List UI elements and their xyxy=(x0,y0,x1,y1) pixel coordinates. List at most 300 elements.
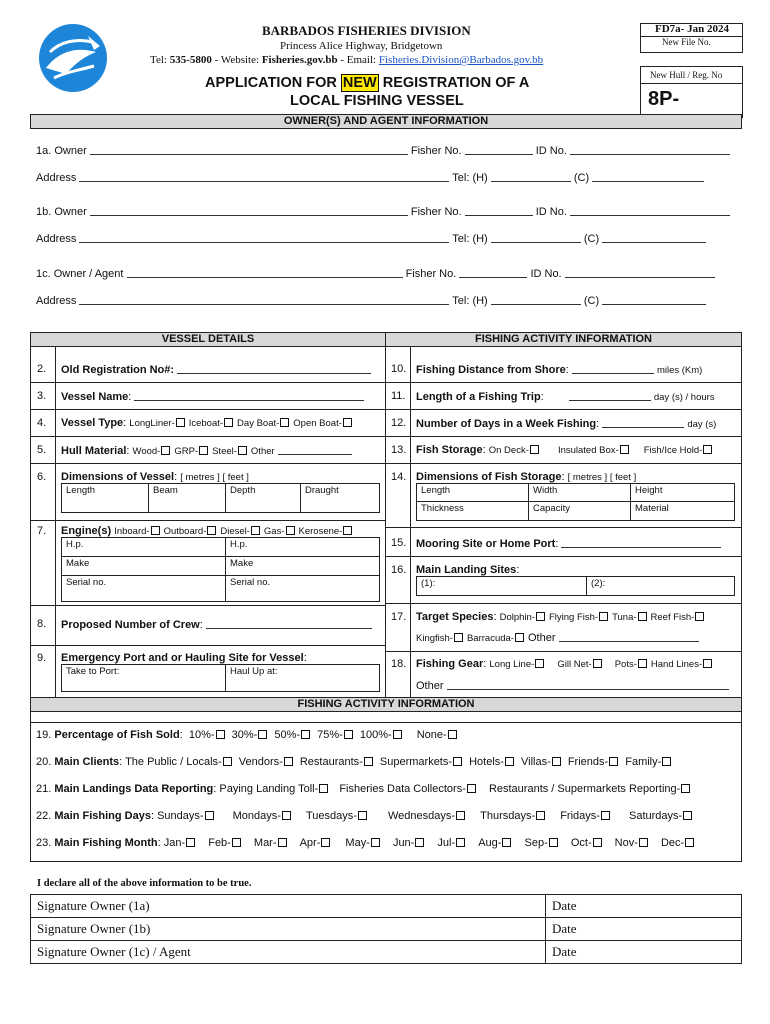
mooring-input[interactable] xyxy=(561,537,721,548)
opt-openboat: Open Boat- xyxy=(293,418,342,429)
thursdays-checkbox[interactable] xyxy=(536,811,545,820)
pct100-checkbox[interactable] xyxy=(393,730,402,739)
hp-label: H.p. xyxy=(230,539,248,550)
q4-num: 4. xyxy=(37,417,47,429)
owner-1b-label: 1b. Owner xyxy=(36,206,87,218)
storage-thickness-label: Thickness xyxy=(421,503,464,514)
date-1a-label: Date xyxy=(552,898,577,913)
make-label: Make xyxy=(230,558,254,569)
mondays-checkbox[interactable] xyxy=(282,811,291,820)
tel-c-label: (C) xyxy=(573,172,590,184)
days-per-week-input[interactable] xyxy=(602,417,684,428)
owner-1a-row xyxy=(36,144,730,157)
fisher-no-label: Fisher No. xyxy=(410,145,462,157)
tuesdays-checkbox[interactable] xyxy=(358,811,367,820)
longliner-checkbox[interactable] xyxy=(176,418,185,427)
id-no-label: ID No. xyxy=(535,206,567,218)
opt-hotels: Hotels- xyxy=(469,756,504,768)
opt-dec: Dec- xyxy=(660,837,685,849)
opt-barracuda: Barracuda- xyxy=(466,633,514,644)
title-part2: REGISTRATION OF A xyxy=(378,75,530,91)
flying-fish-checkbox[interactable] xyxy=(599,612,608,621)
title-highlight: NEW xyxy=(342,75,377,91)
owner-1b-address-row xyxy=(36,232,706,245)
vessel-depth-label: Depth xyxy=(230,485,256,496)
wednesdays-checkbox[interactable] xyxy=(456,811,465,820)
vessel-depth-cell[interactable] xyxy=(225,483,301,513)
opt-reef-fish: Reef Fish- xyxy=(650,612,695,623)
vessel-length-label: Length xyxy=(66,485,96,496)
vessel-details-title: VESSEL DETAILS xyxy=(30,332,386,347)
signature-1b-label: Signature Owner (1b) xyxy=(37,921,151,936)
opt-grp: GRP- xyxy=(174,446,199,457)
jan-checkbox[interactable] xyxy=(186,838,195,847)
division-address: Princess Alice Highway, Bridgetown xyxy=(280,40,443,52)
sundays-checkbox[interactable] xyxy=(205,811,214,820)
q17-row: Target Species: Dolphin- Flying Fish- Tuna- Reef Fish- xyxy=(416,611,708,623)
gas-checkbox[interactable] xyxy=(286,526,295,535)
opt-100pct: 100%- xyxy=(359,729,392,741)
dayboat-checkbox[interactable] xyxy=(280,418,289,427)
opt-wood: Wood- xyxy=(132,446,161,457)
jun-checkbox[interactable] xyxy=(415,838,424,847)
vessel-beam-label: Beam xyxy=(153,485,178,496)
vessel-length-cell[interactable] xyxy=(61,483,149,513)
species-other-label: Other xyxy=(527,632,556,644)
q23-row: 23. Main Fishing Month: Jan- Feb- Mar- Apr- May- Jun- Jul- Aug- Sep- Oct- Nov- Dec- xyxy=(36,837,698,849)
owner-1a-id-input[interactable] xyxy=(570,144,730,155)
owner-1c-row xyxy=(36,267,715,280)
steel-checkbox[interactable] xyxy=(238,446,247,455)
address-label: Address xyxy=(36,233,77,245)
q2-label: Old Registration No#: xyxy=(61,364,175,376)
saturdays-checkbox[interactable] xyxy=(683,811,692,820)
gear-other-label: Other xyxy=(416,680,444,692)
declaration-text: I declare all of the above information to be true. xyxy=(37,878,252,889)
dec-checkbox[interactable] xyxy=(685,838,694,847)
insulated-box-checkbox[interactable] xyxy=(620,445,629,454)
opt-hand-lines: Hand Lines- xyxy=(650,659,703,670)
kingfish-checkbox[interactable] xyxy=(454,633,463,642)
opt-kingfish: Kingfish- xyxy=(416,633,453,644)
openboat-checkbox[interactable] xyxy=(343,418,352,427)
q7-row xyxy=(61,525,356,537)
owner-1a-tel-c-input[interactable] xyxy=(592,171,704,182)
id-no-label: ID No. xyxy=(535,145,567,157)
q11-row: Length of a Fishing Trip: day (s) / hours xyxy=(416,391,715,403)
old-registration-input[interactable] xyxy=(177,363,371,374)
q20-num: 20. xyxy=(36,756,55,768)
family-checkbox[interactable] xyxy=(662,757,671,766)
signature-1c-label: Signature Owner (1c) / Agent xyxy=(37,944,191,959)
landing-site-2-label: (2): xyxy=(591,578,606,589)
opt-long-line: Long Line- xyxy=(489,659,535,670)
opt-restaurants: Restaurants- xyxy=(299,756,363,768)
tel-h-label: Tel: (H) xyxy=(452,172,488,184)
opt-on-deck: On Deck- xyxy=(488,445,529,456)
q15-label: Mooring Site or Home Port xyxy=(416,538,556,550)
q10-unit: miles (Km) xyxy=(656,365,703,376)
fisheries-logo xyxy=(36,22,110,94)
opt-75pct: 75%- xyxy=(317,729,343,741)
contact-line xyxy=(150,54,543,66)
gill-net-checkbox[interactable] xyxy=(593,659,602,668)
q16-num: 16. xyxy=(391,564,407,576)
q19-row: 19. Percentage of Fish Sold: 10%- 30%- 50%- 75%- 100%- None- xyxy=(36,729,461,741)
vendors-checkbox[interactable] xyxy=(284,757,293,766)
owner-1c-address-row xyxy=(36,294,706,307)
q21-num: 21. xyxy=(36,783,55,795)
opt-vendors: Vendors- xyxy=(238,756,283,768)
q9-row: Emergency Port and or Hauling Site for Vessel: xyxy=(61,652,307,664)
landing-toll-checkbox[interactable] xyxy=(319,784,328,793)
opt-ice-hold: Fish/Ice Hold- xyxy=(643,445,703,456)
owner-1c-tel-c-input[interactable] xyxy=(602,294,706,305)
owner-1c-id-input[interactable] xyxy=(565,267,715,278)
aug-checkbox[interactable] xyxy=(502,838,511,847)
jul-checkbox[interactable] xyxy=(456,838,465,847)
restaurants-checkbox[interactable] xyxy=(364,757,373,766)
opt-jun: Jun- xyxy=(392,837,415,849)
tel-h-label: Tel: (H) xyxy=(452,233,488,245)
q14-num: 14. xyxy=(391,471,407,483)
take-to-port-cell[interactable] xyxy=(61,664,226,692)
opt-kerosene: Kerosene- xyxy=(298,526,343,537)
opt-wednesdays: Wednesdays- xyxy=(387,810,456,822)
owner-1a-address-row xyxy=(36,171,704,184)
crew-number-input[interactable] xyxy=(206,618,372,629)
vessel-draught-label: Draught xyxy=(305,485,339,496)
opt-tuesdays: Tuesdays- xyxy=(305,810,357,822)
q10-label: Fishing Distance from Shore xyxy=(416,364,566,376)
apr-checkbox[interactable] xyxy=(321,838,330,847)
tel-number: 535-5800 xyxy=(169,54,212,66)
vessel-draught-cell[interactable] xyxy=(300,483,380,513)
opt-nov: Nov- xyxy=(614,837,638,849)
q20-row: 20. Main Clients: The Public / Locals- Vendors- Restaurants- Supermarkets- Hotels- Villas- Friends- Family- xyxy=(36,756,675,768)
q9-label: Emergency Port and or Hauling Site for Vessel xyxy=(61,652,304,664)
engine1-serial-cell[interactable] xyxy=(61,575,226,602)
opt-inboard: Inboard- xyxy=(114,526,150,537)
q6-row: Dimensions of Vessel: [ metres ] [ feet ] xyxy=(61,471,249,483)
opt-sep: Sep- xyxy=(524,837,548,849)
vessel-name-input[interactable] xyxy=(134,390,364,401)
species-other-input[interactable] xyxy=(559,631,699,642)
owner-1b-fisher-input[interactable] xyxy=(465,205,533,216)
owner-1b-address-input[interactable] xyxy=(79,232,449,243)
q13-row: Fish Storage: On Deck- Insulated Box- Fish/Ice Hold- xyxy=(416,444,716,456)
friends-checkbox[interactable] xyxy=(609,757,618,766)
q18-row2 xyxy=(416,679,729,692)
engine1-hp-cell[interactable] xyxy=(61,537,226,557)
storage-length-cell[interactable] xyxy=(416,483,529,502)
barracuda-checkbox[interactable] xyxy=(515,633,524,642)
q11-label: Length of a Fishing Trip xyxy=(416,391,541,403)
kerosene-checkbox[interactable] xyxy=(343,526,352,535)
opt-30pct: 30%- xyxy=(231,729,258,741)
q7-label: Engine(s) xyxy=(61,525,112,537)
oct-checkbox[interactable] xyxy=(593,838,602,847)
opt-saturdays: Saturdays- xyxy=(629,810,683,822)
opt-other: Other xyxy=(250,446,275,457)
q6-label: Dimensions of Vessel xyxy=(61,471,175,483)
public-checkbox[interactable] xyxy=(223,757,232,766)
fishing-activity-title: FISHING ACTIVITY INFORMATION xyxy=(385,332,742,347)
q15-row: Mooring Site or Home Port: xyxy=(416,537,721,550)
q22-label: Main Fishing Days xyxy=(54,810,151,822)
opt-mar: Mar- xyxy=(253,837,277,849)
pct75-checkbox[interactable] xyxy=(344,730,353,739)
email-link[interactable]: Fisheries.Division@Barbados.gov.bb xyxy=(378,54,544,66)
engine1-make-cell[interactable] xyxy=(61,556,226,576)
storage-height-label: Height xyxy=(635,485,663,496)
tel-label: Tel: xyxy=(150,54,170,66)
q13-label: Fish Storage xyxy=(416,444,483,456)
vessel-beam-cell[interactable] xyxy=(148,483,226,513)
engine2-serial-cell[interactable] xyxy=(225,575,380,602)
owner-1c-input[interactable] xyxy=(127,267,403,278)
opt-fridays: Fridays- xyxy=(560,810,600,822)
pots-checkbox[interactable] xyxy=(638,659,647,668)
landing-site-1-label: (1): xyxy=(421,578,436,589)
storage-width-label: Width xyxy=(533,485,558,496)
make-label: Make xyxy=(66,558,90,569)
opt-mondays: Mondays- xyxy=(232,810,281,822)
q16-label: Main Landing Sites xyxy=(416,564,517,576)
q21-row: 21. Main Landings Data Reporting: Paying Landing Toll- Fisheries Data Collectors- Restaurants / Supermarkets Reporting- xyxy=(36,783,694,795)
opt-outboard: Outboard- xyxy=(163,526,207,537)
q18-num: 18. xyxy=(391,658,407,670)
opt-gill-net: Gill Net- xyxy=(557,659,592,670)
q6-num: 6. xyxy=(37,471,47,483)
q7-num: 7. xyxy=(37,525,47,537)
restaurant-reporting-checkbox[interactable] xyxy=(681,784,690,793)
engine2-make-cell[interactable] xyxy=(225,556,380,576)
opt-restaurant-reporting: Restaurants / Supermarkets Reporting- xyxy=(488,783,681,795)
q12-row: Number of Days in a Week Fishing: day (s) xyxy=(416,418,717,430)
website[interactable]: Fisheries.gov.bb xyxy=(261,54,338,66)
may-checkbox[interactable] xyxy=(371,838,380,847)
tuna-checkbox[interactable] xyxy=(638,612,647,621)
ice-hold-checkbox[interactable] xyxy=(703,445,712,454)
opt-friends: Friends- xyxy=(567,756,609,768)
q3-label: Vessel Name xyxy=(61,391,129,403)
wood-checkbox[interactable] xyxy=(161,446,170,455)
opt-sundays: Sundays- xyxy=(157,810,204,822)
fisher-no-label: Fisher No. xyxy=(410,206,462,218)
hotels-checkbox[interactable] xyxy=(505,757,514,766)
new-hull-label: New Hull / Reg. No xyxy=(650,70,723,80)
owners-section-title: OWNER(S) AND AGENT INFORMATION xyxy=(30,114,742,129)
serial-label: Serial no. xyxy=(66,577,107,588)
opt-flying-fish: Flying Fish- xyxy=(548,612,599,623)
q2-num: 2. xyxy=(37,363,47,375)
villas-checkbox[interactable] xyxy=(552,757,561,766)
q18-label: Fishing Gear xyxy=(416,658,484,670)
form-code: FD7a- Jan 2024 xyxy=(655,23,729,35)
opt-oct: Oct- xyxy=(570,837,592,849)
form-title-line2: LOCAL FISHING VESSEL xyxy=(290,93,464,109)
iceboat-checkbox[interactable] xyxy=(224,418,233,427)
inboard-checkbox[interactable] xyxy=(151,526,160,535)
hull-other-input[interactable] xyxy=(278,444,352,455)
dolphin-checkbox[interactable] xyxy=(536,612,545,621)
opt-diesel: Diesel- xyxy=(220,526,250,537)
website-label: - Website: xyxy=(211,54,262,66)
q22-num: 22. xyxy=(36,810,55,822)
landing-site-1-cell[interactable] xyxy=(416,576,587,596)
opt-landing-toll: Paying Landing Toll- xyxy=(219,783,319,795)
fridays-checkbox[interactable] xyxy=(601,811,610,820)
q12-label: Number of Days in a Week Fishing xyxy=(416,418,597,430)
haul-up-cell[interactable] xyxy=(225,664,380,692)
opt-villas: Villas- xyxy=(521,756,551,768)
opt-50pct: 50%- xyxy=(274,729,301,741)
storage-capacity-cell[interactable] xyxy=(528,501,631,521)
q18-row: Fishing Gear: Long Line- Gill Net- Pots- Hand Lines- xyxy=(416,658,716,670)
address-label: Address xyxy=(36,172,77,184)
q22-row: 22. Main Fishing Days: Sundays- Mondays- Tuesdays- Wednesdays- Thursdays- Fridays- Saturdays- xyxy=(36,810,696,822)
storage-length-label: Length xyxy=(421,485,451,496)
data-collectors-checkbox[interactable] xyxy=(467,784,476,793)
q14-units: [ metres ] [ feet ] xyxy=(567,472,637,483)
opt-supermarkets: Supermarkets- xyxy=(379,756,453,768)
engine2-hp-cell[interactable] xyxy=(225,537,380,557)
owner-1c-fisher-input[interactable] xyxy=(459,267,527,278)
owner-1a-address-input[interactable] xyxy=(79,171,449,182)
q12-num: 12. xyxy=(391,417,407,429)
grp-checkbox[interactable] xyxy=(199,446,208,455)
gear-other-input[interactable] xyxy=(447,679,729,690)
owner-1b-tel-h-input[interactable] xyxy=(491,232,581,243)
nov-checkbox[interactable] xyxy=(639,838,648,847)
q5-label: Hull Material xyxy=(61,445,127,457)
owner-1a-label: 1a. Owner xyxy=(36,145,87,157)
pct10-checkbox[interactable] xyxy=(216,730,225,739)
storage-material-label: Material xyxy=(635,503,669,514)
owner-1a-fisher-input[interactable] xyxy=(465,144,533,155)
q4-row: Vessel Type: LongLiner- Iceboat- Day Boat- Open Boat- xyxy=(61,417,356,429)
owner-1b-row xyxy=(36,205,730,218)
opt-pots: Pots- xyxy=(614,659,637,670)
hp-label: H.p. xyxy=(66,539,84,550)
opt-public: The Public / Locals- xyxy=(125,756,222,768)
opt-insulated-box: Insulated Box- xyxy=(557,445,619,456)
owner-1b-tel-c-input[interactable] xyxy=(602,232,706,243)
opt-apr: Apr- xyxy=(299,837,321,849)
hand-lines-checkbox[interactable] xyxy=(703,659,712,668)
title-part1: APPLICATION FOR xyxy=(205,75,341,91)
q10-num: 10. xyxy=(391,363,407,375)
q6-units: [ metres ] [ feet ] xyxy=(180,472,249,483)
trip-length-input[interactable] xyxy=(569,390,651,401)
owner-1c-address-input[interactable] xyxy=(79,294,449,305)
none-checkbox[interactable] xyxy=(448,730,457,739)
q17-num: 17. xyxy=(391,611,407,623)
q17-row2 xyxy=(416,631,699,644)
on-deck-checkbox[interactable] xyxy=(530,445,539,454)
q11-num: 11. xyxy=(391,390,406,402)
opt-data-collectors: Fisheries Data Collectors- xyxy=(339,783,466,795)
outboard-checkbox[interactable] xyxy=(207,526,216,535)
fisher-no-label: Fisher No. xyxy=(405,268,457,280)
pct30-checkbox[interactable] xyxy=(258,730,267,739)
reef-fish-checkbox[interactable] xyxy=(695,612,704,621)
q15-num: 15. xyxy=(391,537,407,549)
opt-jan: Jan- xyxy=(163,837,186,849)
q19-label: Percentage of Fish Sold xyxy=(54,729,180,741)
q21-label: Main Landings Data Reporting xyxy=(54,783,214,795)
q14-label: Dimensions of Fish Storage xyxy=(416,471,562,483)
owner-1b-id-input[interactable] xyxy=(570,205,730,216)
division-name: BARBADOS FISHERIES DIVISION xyxy=(262,23,471,38)
opt-iceboat: Iceboat- xyxy=(188,418,224,429)
long-line-checkbox[interactable] xyxy=(535,659,544,668)
id-no-label: ID No. xyxy=(530,268,562,280)
opt-steel: Steel- xyxy=(212,446,237,457)
date-1c-label: Date xyxy=(552,944,577,959)
opt-gas: Gas- xyxy=(263,526,285,537)
q10-row: Fishing Distance from Shore: miles (Km) xyxy=(416,364,703,376)
take-to-port-label: Take to Port: xyxy=(66,666,120,677)
pct50-checkbox[interactable] xyxy=(301,730,310,739)
tel-h-label: Tel: (H) xyxy=(452,295,488,307)
storage-height-cell[interactable] xyxy=(630,483,735,502)
tel-c-label: (C) xyxy=(583,295,600,307)
opt-feb: Feb- xyxy=(208,837,231,849)
email-label: - Email: xyxy=(337,54,379,66)
owner-1a-tel-h-input[interactable] xyxy=(491,171,571,182)
activity2-title: FISHING ACTIVITY INFORMATION xyxy=(30,697,742,712)
storage-thickness-cell[interactable] xyxy=(416,501,529,521)
distance-input[interactable] xyxy=(572,363,654,374)
q9-num: 9. xyxy=(37,652,47,664)
q8-label: Proposed Number of Crew xyxy=(61,619,200,631)
supermarkets-checkbox[interactable] xyxy=(453,757,462,766)
q8-num: 8. xyxy=(37,618,47,630)
owner-1c-tel-h-input[interactable] xyxy=(491,294,581,305)
opt-jul: Jul- xyxy=(437,837,456,849)
q5-num: 5. xyxy=(37,444,47,456)
mar-checkbox[interactable] xyxy=(278,838,287,847)
storage-material-cell[interactable] xyxy=(630,501,735,521)
opt-family: Family- xyxy=(625,756,662,768)
q20-label: Main Clients xyxy=(54,756,120,768)
owner-1c-label: 1c. Owner / Agent xyxy=(36,268,124,280)
q4-label: Vessel Type xyxy=(61,417,124,429)
q23-num: 23. xyxy=(36,837,55,849)
q8-row: Proposed Number of Crew: xyxy=(61,618,372,631)
opt-dayboat: Day Boat- xyxy=(237,418,280,429)
opt-none: None- xyxy=(416,729,447,741)
storage-width-cell[interactable] xyxy=(528,483,631,502)
opt-longliner: LongLiner- xyxy=(129,418,175,429)
landing-site-2-cell[interactable] xyxy=(586,576,735,596)
storage-capacity-label: Capacity xyxy=(533,503,570,514)
opt-aug: Aug- xyxy=(478,837,502,849)
q23-label: Main Fishing Month xyxy=(54,837,158,849)
owner-1a-input[interactable] xyxy=(90,144,408,155)
opt-dolphin: Dolphin- xyxy=(499,612,535,623)
opt-10pct: 10%- xyxy=(188,729,215,741)
diesel-checkbox[interactable] xyxy=(251,526,260,535)
q19-num: 19. xyxy=(36,729,55,741)
serial-label: Serial no. xyxy=(230,577,271,588)
owner-1b-input[interactable] xyxy=(90,205,408,216)
feb-checkbox[interactable] xyxy=(232,838,241,847)
tel-c-label: (C) xyxy=(583,233,600,245)
sep-checkbox[interactable] xyxy=(549,838,558,847)
